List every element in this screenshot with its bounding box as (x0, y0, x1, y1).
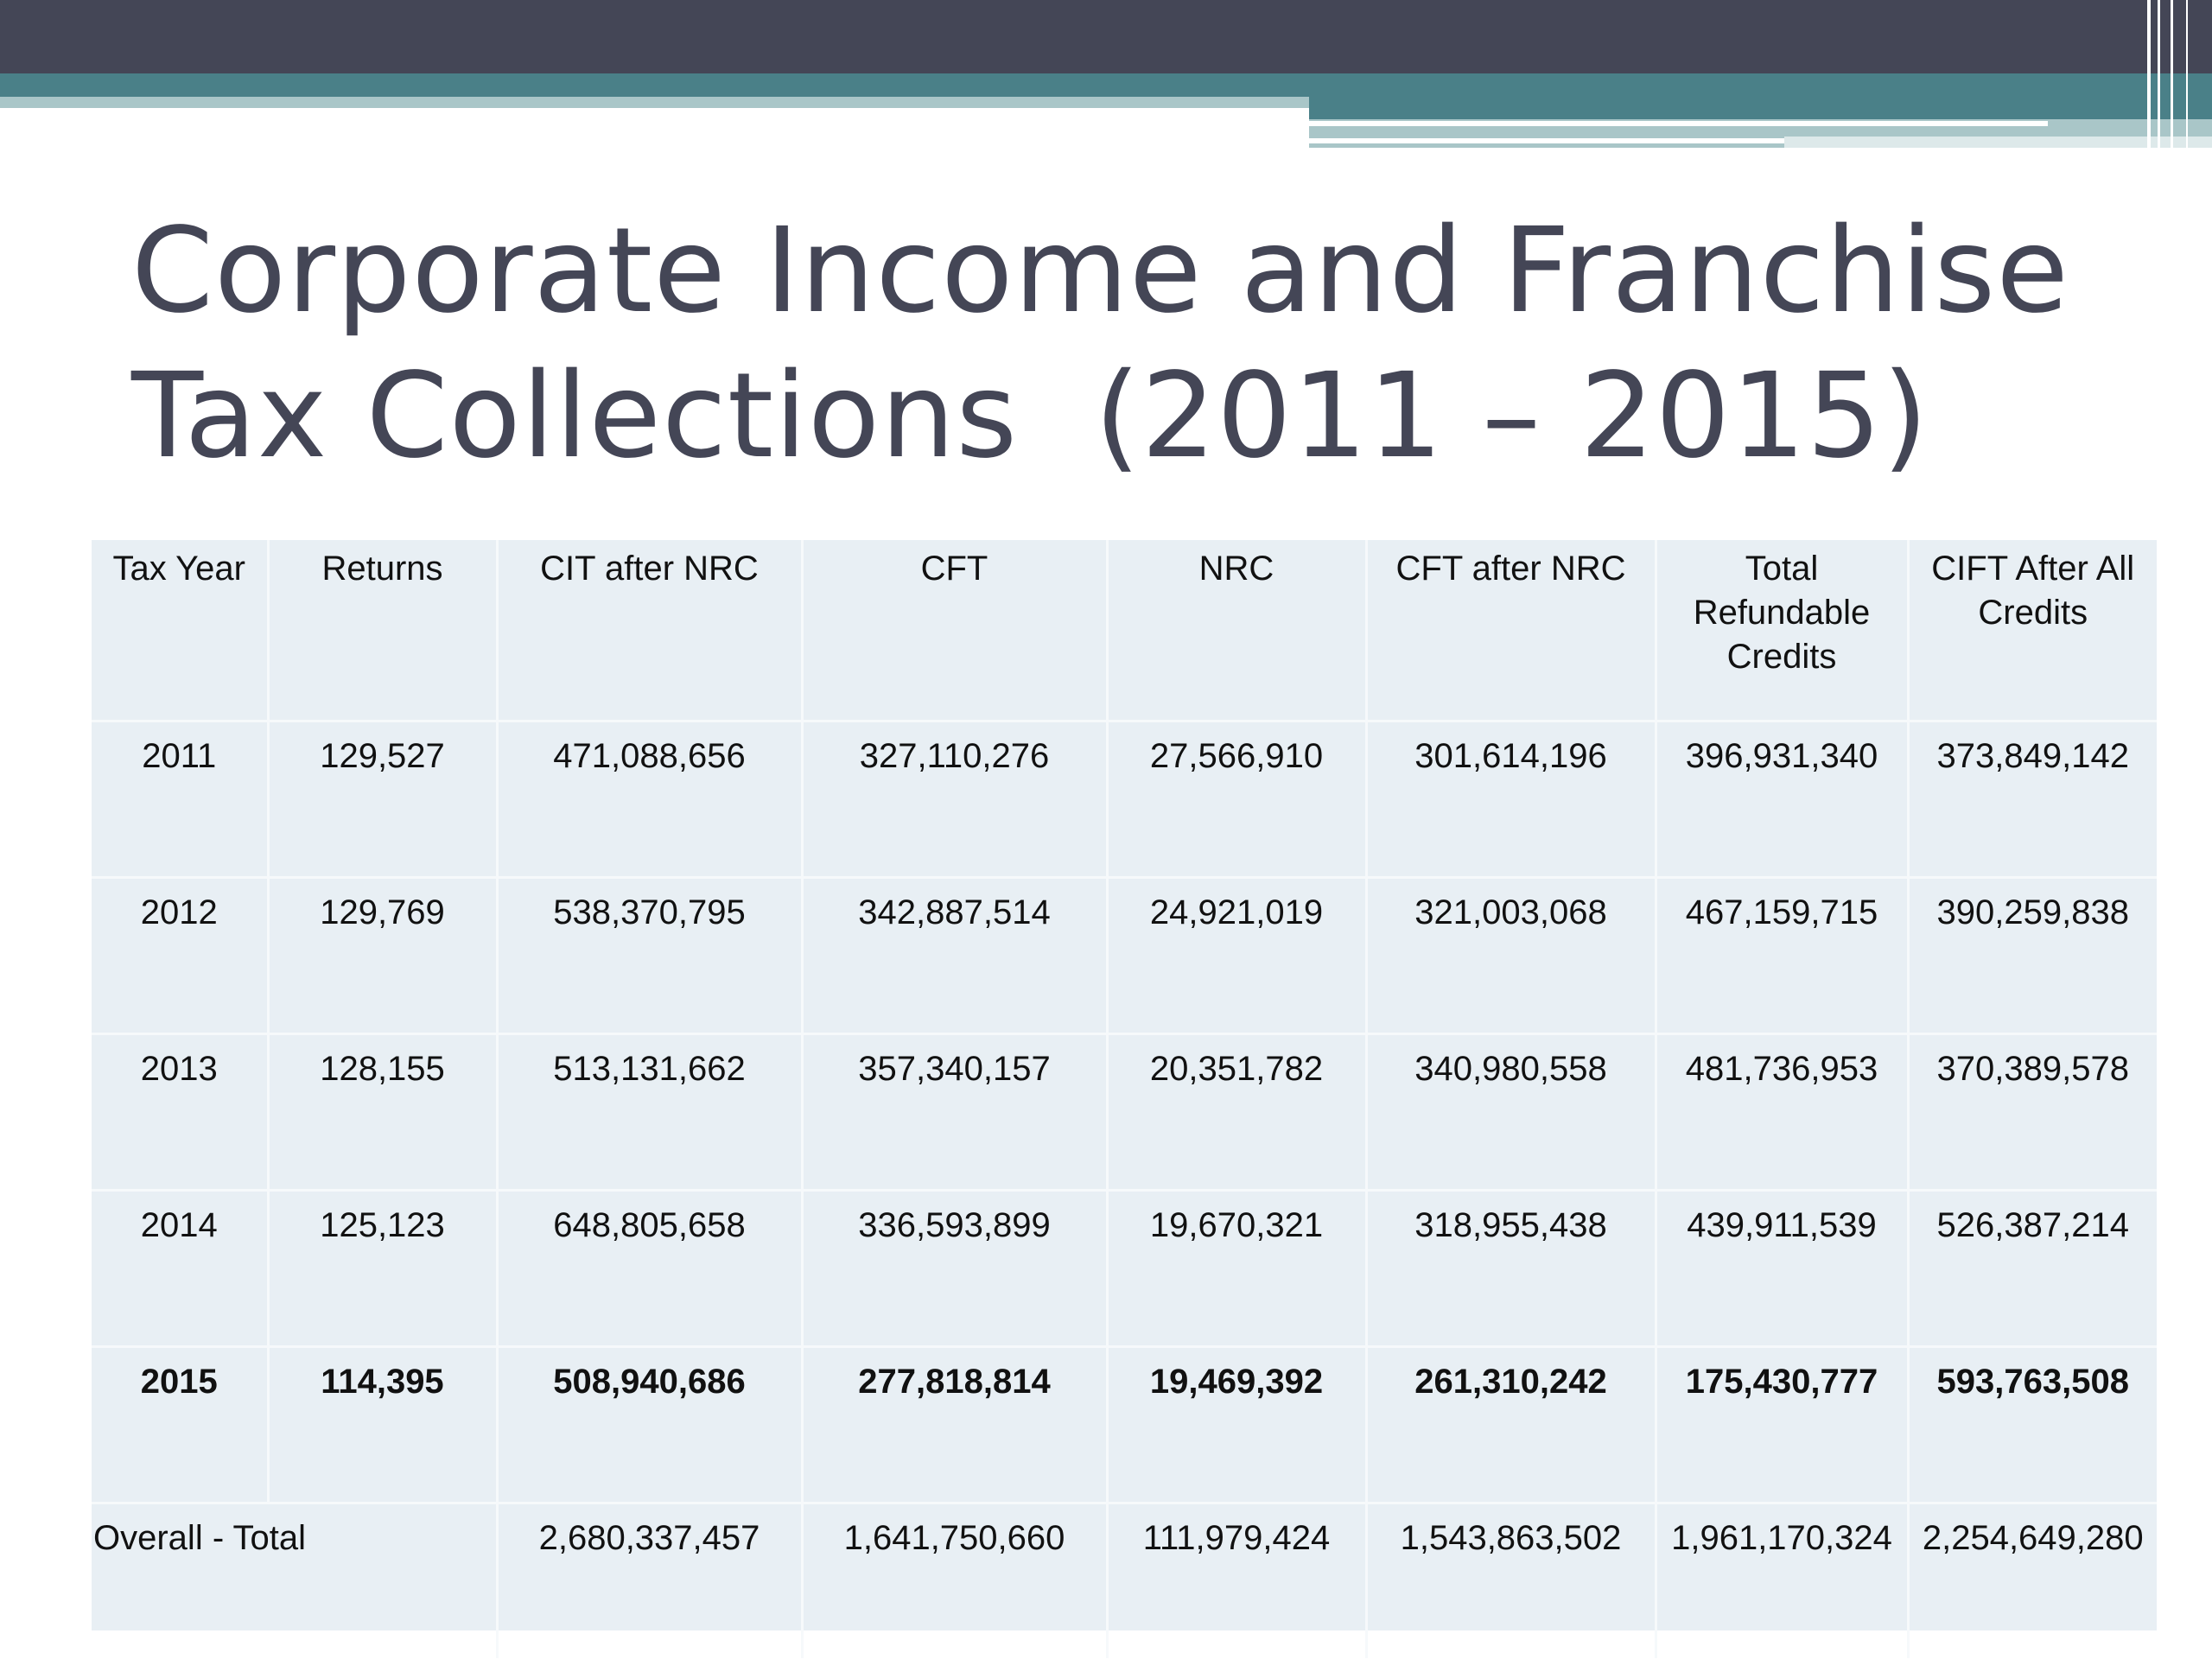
header-band-teal (0, 73, 2212, 97)
table-cell: 277,818,814 (802, 1347, 1107, 1503)
table-cell: 513,131,662 (497, 1034, 802, 1191)
column-header: CFT after NRC (1366, 540, 1656, 721)
table-cell: 390,259,838 (1908, 878, 2157, 1034)
table-cell: 342,887,514 (802, 878, 1107, 1034)
table-cell: 261,310,242 (1366, 1347, 1656, 1503)
slide-title: Corporate Income and Franchise Tax Collections (2011 – 2015) (131, 203, 2069, 485)
table-cell: 318,955,438 (1366, 1191, 1656, 1347)
table-cell: 301,614,196 (1366, 721, 1656, 878)
header-edge-stripe (2158, 0, 2160, 149)
table-cell: 327,110,276 (802, 721, 1107, 878)
table-header-row (92, 540, 2157, 721)
table-cell: 125,123 (268, 1191, 497, 1347)
table-cell: 370,389,578 (1908, 1034, 2157, 1191)
table-cell: 129,769 (268, 878, 497, 1034)
table-cell: 114,395 (268, 1347, 497, 1503)
column-header: CIT after NRC (497, 540, 802, 721)
tax-collections-table-container (92, 540, 2157, 1630)
column-header: Returns (268, 540, 497, 721)
header-accent-line (1309, 121, 2048, 126)
header-accent-line (1309, 138, 1784, 143)
table-cell: 128,155 (268, 1034, 497, 1191)
table-cell: 129,527 (268, 721, 497, 878)
table-row (92, 721, 2157, 878)
table-cell: 2013 (92, 1034, 268, 1191)
table-cell: 481,736,953 (1656, 1034, 1908, 1191)
table-cell: 538,370,795 (497, 878, 802, 1034)
table-cell: 373,849,142 (1908, 721, 2157, 878)
table-cell: 27,566,910 (1107, 721, 1366, 878)
table-cell: 593,763,508 (1908, 1347, 2157, 1503)
total-cell: 2,680,337,457 (497, 1503, 802, 1659)
column-header: CIFT After All Credits (1908, 540, 2157, 721)
table-cell: 2012 (92, 878, 268, 1034)
table-cell: 2014 (92, 1191, 268, 1347)
table-row (92, 878, 2157, 1034)
table-cell: 648,805,658 (497, 1191, 802, 1347)
table-cell: 396,931,340 (1656, 721, 1908, 878)
table-cell: 471,088,656 (497, 721, 802, 878)
table-cell: 508,940,686 (497, 1347, 802, 1503)
header-band-dark (0, 0, 2212, 73)
table-row-highlighted (92, 1347, 2157, 1503)
header-band-light (0, 97, 1309, 108)
header-band-teal-right (1309, 97, 2212, 119)
table-cell: 357,340,157 (802, 1034, 1107, 1191)
table-cell: 19,670,321 (1107, 1191, 1366, 1347)
table-cell: 19,469,392 (1107, 1347, 1366, 1503)
table-cell: 321,003,068 (1366, 878, 1656, 1034)
total-cell: 1,641,750,660 (802, 1503, 1107, 1659)
table-cell: 526,387,214 (1908, 1191, 2157, 1347)
column-header: Total Refundable Credits (1656, 540, 1908, 721)
table-row (92, 1191, 2157, 1347)
column-header: NRC (1107, 540, 1366, 721)
header-edge-stripe (2171, 0, 2173, 149)
header-edge-stripe (2186, 0, 2188, 149)
table-cell: 2011 (92, 721, 268, 878)
total-cell: 2,254,649,280 (1908, 1503, 2157, 1659)
total-cell: 111,979,424 (1107, 1503, 1366, 1659)
table-cell: 340,980,558 (1366, 1034, 1656, 1191)
table-row (92, 1034, 2157, 1191)
table-cell: 20,351,782 (1107, 1034, 1366, 1191)
table-cell: 439,911,539 (1656, 1191, 1908, 1347)
header-edge-stripe (2147, 0, 2151, 149)
table-cell: 24,921,019 (1107, 878, 1366, 1034)
table-total-row (92, 1503, 2157, 1659)
column-header: CFT (802, 540, 1107, 721)
table-cell: 175,430,777 (1656, 1347, 1908, 1503)
total-label: Overall - Total (92, 1503, 497, 1659)
tax-collections-table (92, 540, 2157, 1658)
column-header: Tax Year (112, 550, 245, 588)
table-cell: 336,593,899 (802, 1191, 1107, 1347)
total-cell: 1,961,170,324 (1656, 1503, 1908, 1659)
table-cell: 467,159,715 (1656, 878, 1908, 1034)
table-cell: 2015 (92, 1347, 268, 1503)
total-cell: 1,543,863,502 (1366, 1503, 1656, 1659)
